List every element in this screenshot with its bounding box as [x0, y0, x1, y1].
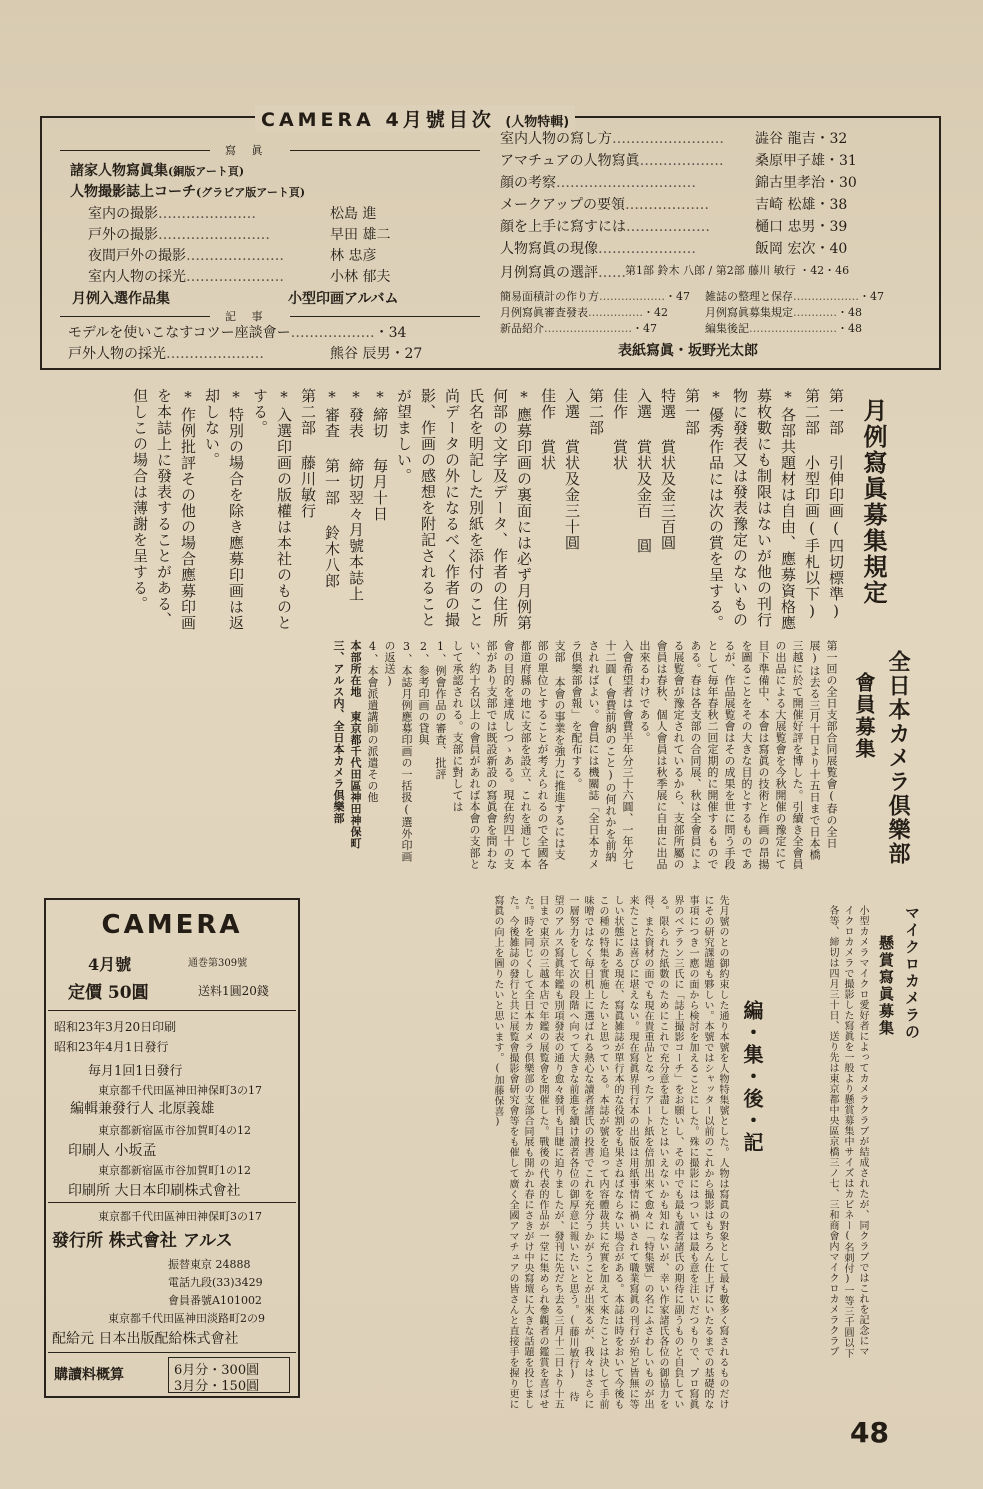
micro-title: マイクロカメラの [903, 905, 921, 1041]
colophon-publish-date: 昭和23年4月1日發行 [54, 1040, 169, 1054]
toc-author: 第1部 鈴木 八郎 / 第2部 藤川 敏行 ・42・46 [625, 264, 850, 277]
editorial-body: 先月號のとの御約束した通り本號を人物特集號とした。人物は寫眞の對象として最も數多く寫されるものだけにその研究課題も夥しい。本號ではシャッター以前のこれから撮影はもちろん仕上げにいたるまでの基礎的な事項につき一應の面から検討を加えることにした。殊に撮影にはついては最も意を注いだつもりで、プロ寫眞界のベテラン三氏に「誌上撮影コーチ」をお願いし、その中でも最も讀者諸氏の期待に副うものと自負している。限られた紙數のためにこれで充分意を盡したとはいえないかも知れないが、幸い作家諸氏各位の御協力を得、また資材の面でも現在貴重品となったアート紙を倍加出來て愈々に「特集號」の名にふさわしいものが出来たことは喜びに堪えない。現在寫眞界刊行本の出版は用紙事情に禍いされて職業寫眞の刊行が殆ど皆無に等しい状態にある現在、寫眞雑誌が單行本的な役割をも果さねばならない場合がある。本誌は時をおいて今後もこの種の特集を實施したいと思っている。本誌が號を追って内容體裁共に充實を加えて來たことは決して手前味噌ではなく毎日机上に選ばれる熱心な讀者諸氏の投書でこれを充分うかがうことが出來るが、我々はさらに一層努力をして次の段階へ向って大きな前進を續け讀者各位の御厚意に報いたいと思う。(藤川敏行) 待望のアルス寫眞年鑑も別項發表の通り愈々發刊も目睫に迫りましたが、發刊に先だち去る三月十二日より十五日まで東京の三越本店で年鑑の展覧會を開催した。戰後の代表的作品が一堂に集められ參觀者の鑑賞を喜ばせた。時を同じくして全日本カメラ倶樂部の支部合同展も開かれ春にさきがけ中央寫壇に大きな話題を投じました。今後雑誌の發行と共に展覧會撮影會研究會等をも催して廣く全國アマチュアの皆さんと直接手を握り更に寫眞の向上を圖りたいと思います。(加藤保喜) [492, 895, 728, 1410]
colophon-sub-3: 3月分・150圓 [174, 1379, 260, 1394]
toc-author: 松島 進 [330, 206, 377, 222]
toc-photo-item: 諸家人物寫眞集(銅版アート頁) [70, 163, 245, 179]
toc-article-item: 月例寫眞の選評…… [500, 265, 626, 281]
colophon-editor: 編輯兼發行人 北原義雄 [70, 1101, 215, 1117]
colophon-printshop: 印刷所 大日本印刷株式會社 [68, 1183, 241, 1199]
club-title: 全日本カメラ倶樂部 [885, 650, 910, 866]
colophon-printshop-addr: 東京都新宿區市谷加賀町1の12 [98, 1164, 251, 1177]
toc-author: 錦古里孝治・30 [755, 175, 857, 191]
micro-body: 小型カメラマイクロ愛好者によってカメラクラブが結成されたが、同クラブではこれを記念にマイクロカメラで撮影した寫眞を一般より懸賞募集中サイズはカビネー(名刺付)一等三千圓以下各等、締切は四月三十日、送り先は東京都中央區京橋三ノ七、三和商會内マイクロカメラクラブ [827, 905, 868, 1359]
colophon-printer-addr: 東京都新宿區市谷加賀町4の12 [98, 1124, 251, 1137]
toc-author: 早田 雄二 [330, 227, 391, 243]
toc-author: 吉崎 松雄・38 [755, 197, 848, 213]
colophon-phone: 電話九段(33)3429 [168, 1276, 263, 1289]
toc-author: 桑原甲子雄・31 [755, 153, 857, 169]
toc-author: 林 忠彦 [330, 248, 377, 264]
article-header: 記 事 [225, 310, 269, 323]
colophon-member-no: 會員番號A101002 [168, 1294, 262, 1307]
colophon [48, 902, 296, 1392]
toc-article-item: モデルを使いこなすコツー座談會ー………………・34 [68, 325, 407, 341]
colophon-price: 定價 50圓 [68, 983, 149, 1003]
toc-author: 飯岡 宏次・40 [755, 241, 848, 257]
toc-article-item: 顔を上手に寫すには……………… [500, 219, 710, 235]
colophon-publisher-addr: 東京都千代田區神田神保町3の17 [98, 1210, 262, 1223]
toc-article-item: メークアップの要領……………… [500, 197, 710, 213]
toc-author: 小型印画アルバム [288, 291, 399, 307]
toc-misc-item: 月例寫眞募集規定…………・48 [705, 306, 862, 319]
club-body: 第一回の全日支部合同展覧會(春の全日展)は去る三月十日より十五日まで日本橋三越に於て開催好評を博した。引續き全會員の出品による大展覧會を今秋開催の豫定にて目下準備中、本會は寫眞の技術と作画の昂揚を圖ることをその大きな目的とするものであるが、作品展覧會はその成果を世に問う手段として毎年春秋二回定期的に開催するものである。春は各支部の合同展、秋は全會員による展覧會が豫定されているから、支部所屬の會員は春秋、個人會員は秋季展に自由に出品出來るわけである。 入會希望者は會費半年分三十六圓、一年分七十二圓(會費前納のこと)の何れかを前納されればよい。會員には機關誌「全日本カメラ倶樂部會報」を配布する。 支部 本會の事業を強力に推進するには支部の單位とすることが考えられるので全國各都道府縣の地に支部を設立、これを通じて本會の目的を達成しつゝある。現在約四十の支部があり支部では既設新設の寫眞會を問わない、約十名以上の會員があれば本會の支部として承認される。支部に對しては 1、例會作品の審査、批評 2、参考印画の貸與 3、本誌月例應募印画の一括扱(選外印画の返送) 4、本會派遣講師の派遣その他 本部所在地 東京都千代田區神田神保町三、アルス内、全日本カメラ倶樂部 [332, 640, 838, 870]
toc-misc-item: 編集後記……………………・48 [705, 322, 862, 335]
colophon-print-date: 昭和23年3月20日印刷 [54, 1020, 177, 1034]
toc-article-item: アマチュアの人物寫眞……………… [500, 153, 724, 169]
toc-title: CAMERA 4月號目次 (人物特輯) [255, 105, 575, 132]
rules-body: 第一部 引伸印画(四切標準) 第二部 小型印画(手札以下) *各部共題材は自由、應募資格應 募枚數にも制限はないが他の刊行 物に發表又は發表豫定のないもの *優秀作品には次の賞を呈する。 第一部 特選 賞状及金三百圓 入選 賞状及金百 圓 佳作 賞状 第二部 入選 賞状及金三十圓 佳作 賞状 *應募印画の裏面には必ず月例第 何部の文字及データ、作者の住所 氏名を明記した別紙を添付のこと 尚データの外になるべく作者の撮 影、作画の感想を附記されること が望ましい。 *締切 毎月十日 *發表 締切翌々月號本誌上 *審査 第一部 鈴木八郎 第二部 藤川敏行 *入選印画の版權は本社のものと する。 *特別の場合を除き應募印画は返 却しない。 *作例批評その他の場合應募印画 を本誌上に發表することがある、 但しこの場合は薄謝を呈する。 [131, 388, 845, 631]
toc-photo-item: 夜間戸外の撮影………………… [88, 248, 284, 264]
colophon-editor-addr: 東京都千代田區神田神保町3の17 [98, 1084, 262, 1097]
colophon-frequency: 毎月1回1日發行 [88, 1064, 183, 1079]
colophon-postage: 送料1圓20錢 [198, 984, 269, 998]
page-number: 48 [850, 1416, 889, 1449]
editorial-title: 編・集・後・記 [740, 1000, 764, 1154]
colophon-volume: 通巻第309號 [188, 958, 248, 969]
rules-title: 月例寫眞募集規定 [859, 398, 887, 606]
toc-article-item: 室内人物の寫し方…………………… [500, 131, 724, 147]
colophon-dist-addr: 東京都千代田區神田淡路町2の9 [108, 1312, 265, 1325]
toc-author: 澁谷 龍吉・32 [755, 131, 848, 147]
toc-misc-item: 月例寫眞審査發表……………・42 [500, 306, 668, 319]
colophon-issue: 4月號 [88, 955, 132, 974]
club-subtitle: 會員募集 [852, 672, 876, 760]
toc-misc-item: 雑誌の整理と保存………………・47 [705, 290, 884, 303]
colophon-magazine: CAMERA [101, 910, 243, 940]
toc-article-item: 顔の考察………………………… [500, 175, 696, 191]
toc-cover: 表紙寫眞・坂野光太郎 [618, 343, 758, 359]
toc-misc-item: 簡易面積計の作り方………………・47 [500, 290, 690, 303]
photo-header: 寫 眞 [225, 144, 269, 157]
toc-author: 熊谷 辰男・27 [330, 346, 423, 362]
toc-photo-item: 室内人物の採光………………… [88, 269, 284, 285]
colophon-printer: 印刷人 小坂孟 [68, 1143, 157, 1159]
toc-article-item: 戸外人物の採光………………… [68, 346, 264, 362]
toc-photo-item: 人物撮影誌上コーチ(グラビア版アート頁) [70, 184, 306, 200]
colophon-sub-6: 6月分・300圓 [174, 1363, 260, 1378]
toc-photo-item: 戸外の撮影…………………… [88, 227, 270, 243]
colophon-subscription-label: 購讀料概算 [54, 1367, 124, 1383]
micro-subtitle: 懸賞寫眞募集 [877, 935, 895, 1037]
colophon-publisher: 發行所 株式會社 アルス [52, 1231, 233, 1251]
toc-article-item: 人物寫眞の現像………………… [500, 241, 696, 257]
colophon-transfer: 振替東京 24888 [168, 1258, 251, 1271]
toc-photo-item: 月例入選作品集 [72, 291, 170, 307]
toc-author: 樋口 忠男・39 [755, 219, 848, 235]
colophon-distributor: 配給元 日本出版配給株式會社 [52, 1331, 239, 1347]
toc-author: 小林 郁夫 [330, 269, 391, 285]
toc-photo-item: 室内の撮影………………… [88, 206, 256, 222]
toc-misc-item: 新品紹介……………………・47 [500, 322, 657, 335]
